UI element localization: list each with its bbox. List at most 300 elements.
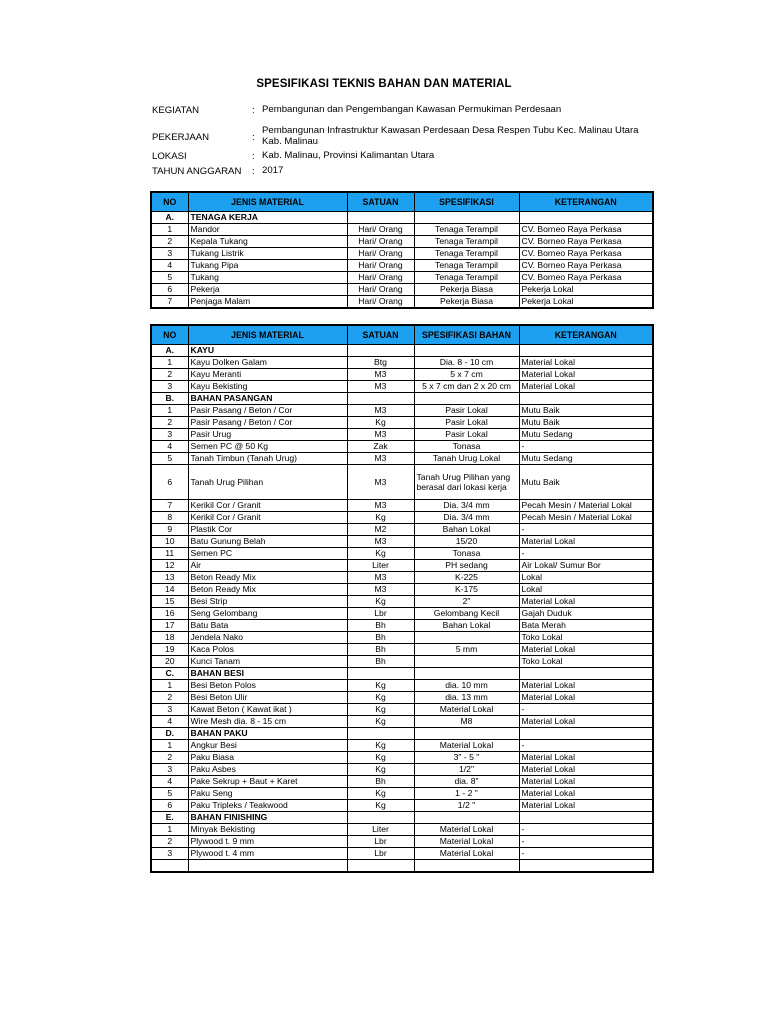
cell-keterangan: Material Lokal [519,776,653,788]
table-row [151,272,653,284]
cell-no: 7 [151,500,188,512]
meta-value: Pembangunan dan Pengembangan Kawasan Permukiman Perdesaan [262,104,562,115]
table-row [151,692,653,704]
cell-no: 5 [151,272,188,284]
meta-colon: : [252,105,255,116]
section-code: B. [151,393,188,405]
cell-jenis-material: Pasir Pasang / Beton / Cor [188,417,347,429]
cell-jenis-material: Kayu Dolken Galam [188,357,347,369]
table-row [151,644,653,656]
cell-satuan: M3 [347,584,414,596]
table-row [151,764,653,776]
empty-cell [347,728,414,740]
meta-value: Kab. Malinau, Provinsi Kalimantan Utara [262,150,435,161]
meta-value: Pembangunan Infrastruktur Kawasan Perdesaan Desa Respen Tubu Kec. Malinau Utara Kab. Malinau [262,125,639,147]
cell-no: 18 [151,632,188,644]
cell-keterangan: CV. Borneo Raya Perkasa [519,248,653,260]
cell-jenis-material: Kepala Tukang [188,236,347,248]
cell-keterangan: - [519,704,653,716]
table-row [151,752,653,764]
cell-no: 3 [151,848,188,860]
cell-spesifikasi: 2" [414,596,519,608]
cell-spesifikasi: Tonasa [414,548,519,560]
section-row [151,393,653,405]
section-row [151,812,653,824]
empty-cell [347,812,414,824]
cell-spesifikasi: Material Lokal [414,740,519,752]
cell-no: 6 [151,284,188,296]
cell-satuan: Kg [347,788,414,800]
section-code: A. [151,212,188,224]
empty-cell [519,393,653,405]
cell-satuan: Zak [347,441,414,453]
cell-no: 10 [151,536,188,548]
cell-satuan: Bh [347,632,414,644]
cell-no: 1 [151,224,188,236]
cell-spesifikasi: Pasir Lokal [414,429,519,441]
cell-keterangan: Pekerja Lokal [519,296,653,309]
table-row [151,524,653,536]
table-row [151,381,653,393]
cell-satuan: Kg [347,740,414,752]
cell-jenis-material: Besi Strip [188,596,347,608]
cell-spesifikasi: Tenaga Terampil [414,272,519,284]
cell-no: 4 [151,716,188,728]
cell-keterangan: CV. Borneo Raya Perkasa [519,236,653,248]
cell-no: 2 [151,369,188,381]
cell-no: 5 [151,788,188,800]
cell-spesifikasi: M8 [414,716,519,728]
cell-spesifikasi: Dia. 8 - 10 cm [414,357,519,369]
cell-keterangan: Lokal [519,572,653,584]
cell-spesifikasi: Dia. 3/4 mm [414,500,519,512]
cell-keterangan: Material Lokal [519,764,653,776]
cell-jenis-material: Kunci Tanam [188,656,347,668]
cell-satuan: Kg [347,752,414,764]
cell-satuan: Hari/ Orang [347,224,414,236]
cell-keterangan: Lokal [519,584,653,596]
header-jenis-material: JENIS MATERIAL [188,325,347,345]
cell-no: 19 [151,644,188,656]
cell-jenis-material: Tanah Timbun (Tanah Urug) [188,453,347,465]
cell-satuan: Kg [347,704,414,716]
cell-jenis-material: Mandor [188,224,347,236]
cell-no: 1 [151,740,188,752]
cell-no: 8 [151,512,188,524]
empty-cell [414,393,519,405]
section-row [151,212,653,224]
cell-satuan: Hari/ Orang [347,296,414,309]
table-row [151,788,653,800]
table-row [151,260,653,272]
cell-spesifikasi: Tanah Urug Lokal [414,453,519,465]
cell-jenis-material: Paku Seng [188,788,347,800]
cell-satuan: M3 [347,405,414,417]
cell-no: 1 [151,405,188,417]
cell-spesifikasi: Dia. 3/4 mm [414,512,519,524]
cell-satuan: M3 [347,572,414,584]
cell-jenis-material: Minyak Bekisting [188,824,347,836]
empty-cell [414,668,519,680]
cell-jenis-material: Pasir Pasang / Beton / Cor [188,405,347,417]
table-row [151,429,653,441]
header-keterangan: KETERANGAN [519,192,653,212]
cell-keterangan: - [519,824,653,836]
cell-spesifikasi: K-225 [414,572,519,584]
cell-no: 16 [151,608,188,620]
section-code: A. [151,345,188,357]
table-row [151,536,653,548]
cell-satuan: Kg [347,596,414,608]
cell-jenis-material: Paku Asbes [188,764,347,776]
cell-spesifikasi: Tanah Urug Pilihan yang berasal dari lokasi kerja [414,465,519,500]
cell-keterangan: Material Lokal [519,381,653,393]
section-code: E. [151,812,188,824]
cell-no: 4 [151,441,188,453]
cell-keterangan: CV. Borneo Raya Perkasa [519,260,653,272]
cell-keterangan: - [519,740,653,752]
table-row [151,584,653,596]
cell-spesifikasi: Pasir Lokal [414,405,519,417]
cell-satuan: M3 [347,453,414,465]
cell-spesifikasi: Material Lokal [414,848,519,860]
cell-no: 1 [151,824,188,836]
table-row [151,824,653,836]
table-row [151,224,653,236]
cell-no: 6 [151,800,188,812]
header-no: NO [151,192,188,212]
meta-label: LOKASI [152,151,187,162]
cell-spesifikasi: Tenaga Terampil [414,224,519,236]
labor-table [150,191,654,309]
header-spesifikasi: SPESIFIKASI [414,192,519,212]
table-row [151,680,653,692]
cell-satuan: Btg [347,357,414,369]
meta-colon: : [252,132,255,143]
cell-no: 3 [151,429,188,441]
cell-spesifikasi: Material Lokal [414,704,519,716]
cell-spesifikasi: Bahan Lokal [414,620,519,632]
cell-jenis-material: Pekerja [188,284,347,296]
cell-spesifikasi: 3" - 5 " [414,752,519,764]
cell-satuan: Bh [347,776,414,788]
cell-no: 3 [151,764,188,776]
meta-colon: : [252,151,255,162]
cell-spesifikasi: K-175 [414,584,519,596]
cell-no: 4 [151,260,188,272]
section-row [151,728,653,740]
cell-jenis-material: Plywood t. 9 mm [188,836,347,848]
cell-spesifikasi: Tenaga Terampil [414,260,519,272]
cell-spesifikasi: 1/2 " [414,800,519,812]
cell-keterangan: Pecah Mesin / Material Lokal [519,500,653,512]
cell-jenis-material: Penjaga Malam [188,296,347,309]
cell-jenis-material: Kayu Meranti [188,369,347,381]
cell-keterangan: Pecah Mesin / Material Lokal [519,512,653,524]
table-row [151,740,653,752]
cell-keterangan: Material Lokal [519,716,653,728]
cell-no: 2 [151,417,188,429]
cell-keterangan: CV. Borneo Raya Perkasa [519,272,653,284]
section-row [151,345,653,357]
table-row [151,441,653,453]
cell-no: 3 [151,381,188,393]
table-row [151,704,653,716]
header-satuan: SATUAN [347,325,414,345]
cell-spesifikasi: 5 mm [414,644,519,656]
table-row [151,560,653,572]
cell-no: 12 [151,560,188,572]
meta-label: KEGIATAN [152,105,200,116]
cell-satuan: Lbr [347,848,414,860]
cell-no: 11 [151,548,188,560]
section-name: TENAGA KERJA [188,212,347,224]
empty-cell [347,212,414,224]
header-spesifikasi-bahan: SPESIFIKASI BAHAN [414,325,519,345]
empty-cell [347,668,414,680]
empty-cell [347,345,414,357]
cell-keterangan: Material Lokal [519,752,653,764]
cell-spesifikasi: dia. 10 mm [414,680,519,692]
empty-cell [414,728,519,740]
cell-satuan: Kg [347,692,414,704]
cell-spesifikasi: 1 - 2 " [414,788,519,800]
cell-satuan: M3 [347,369,414,381]
table-row [151,632,653,644]
cell-jenis-material: Kerikil Cor / Granit [188,512,347,524]
empty-cell [519,212,653,224]
cell-satuan: Lbr [347,608,414,620]
cell-no: 3 [151,248,188,260]
table-row [151,417,653,429]
empty-cell [414,212,519,224]
empty-cell [519,345,653,357]
cell-no [151,860,188,873]
cell-spesifikasi [414,860,519,873]
cell-keterangan: Mutu Baik [519,465,653,500]
meta-label: PEKERJAAN [152,132,210,143]
cell-spesifikasi: dia. 13 mm [414,692,519,704]
header-keterangan: KETERANGAN [519,325,653,345]
cell-spesifikasi: 1/2" [414,764,519,776]
cell-jenis-material: Paku Tripleks / Teakwood [188,800,347,812]
meta-value: 2017 [262,165,284,176]
table-row [151,357,653,369]
cell-spesifikasi: Material Lokal [414,824,519,836]
header-satuan: SATUAN [347,192,414,212]
cell-jenis-material: Kawat Beton ( Kawat ikat ) [188,704,347,716]
cell-jenis-material: Jendela Nako [188,632,347,644]
cell-jenis-material: Paku Biasa [188,752,347,764]
cell-spesifikasi: PH sedang [414,560,519,572]
cell-satuan: Hari/ Orang [347,248,414,260]
cell-no: 14 [151,584,188,596]
cell-satuan: Kg [347,680,414,692]
cell-spesifikasi [414,632,519,644]
cell-jenis-material [188,860,347,873]
cell-spesifikasi [414,656,519,668]
table-row [151,465,653,500]
table-row [151,453,653,465]
cell-keterangan: Mutu Baik [519,417,653,429]
cell-jenis-material: Besi Beton Ulir [188,692,347,704]
cell-no: 2 [151,752,188,764]
table-row [151,836,653,848]
cell-jenis-material: Pake Sekrup + Baut + Karet [188,776,347,788]
cell-jenis-material: Kerikil Cor / Granit [188,500,347,512]
cell-keterangan: Material Lokal [519,596,653,608]
table-row [151,236,653,248]
cell-satuan: M3 [347,381,414,393]
cell-keterangan: Material Lokal [519,536,653,548]
cell-satuan: Bh [347,644,414,656]
cell-satuan: Kg [347,800,414,812]
cell-satuan: Liter [347,824,414,836]
cell-satuan: Bh [347,620,414,632]
cell-keterangan: Pekerja Lokal [519,284,653,296]
cell-no: 5 [151,453,188,465]
cell-no: 6 [151,465,188,500]
cell-no: 2 [151,236,188,248]
cell-keterangan: Material Lokal [519,680,653,692]
cell-jenis-material: Semen PC [188,548,347,560]
cell-spesifikasi: dia. 8" [414,776,519,788]
cell-no: 3 [151,704,188,716]
table-row [151,405,653,417]
cell-spesifikasi: Pekerja Biasa [414,284,519,296]
cell-jenis-material: Plastik Cor [188,524,347,536]
cell-jenis-material: Pasir Urug [188,429,347,441]
cell-keterangan: - [519,836,653,848]
cell-keterangan: - [519,524,653,536]
header-no: NO [151,325,188,345]
cell-jenis-material: Plywood t. 4 mm [188,848,347,860]
cell-spesifikasi: 5 x 7 cm dan 2 x 20 cm [414,381,519,393]
empty-cell [347,393,414,405]
cell-no: 2 [151,692,188,704]
cell-jenis-material: Seng Gelombang [188,608,347,620]
cell-spesifikasi: Material Lokal [414,836,519,848]
cell-keterangan: Bata Merah [519,620,653,632]
cell-keterangan: Mutu Sedang [519,453,653,465]
cell-jenis-material: Air [188,560,347,572]
cell-keterangan: Material Lokal [519,357,653,369]
cell-jenis-material: Tukang Listrik [188,248,347,260]
table-row [151,608,653,620]
cell-spesifikasi: Pekerja Biasa [414,296,519,309]
empty-cell [519,728,653,740]
cell-spesifikasi: Pasir Lokal [414,417,519,429]
cell-keterangan: - [519,848,653,860]
meta-colon: : [252,166,255,177]
cell-no: 1 [151,680,188,692]
empty-cell [414,345,519,357]
cell-satuan: Kg [347,512,414,524]
table-row [151,512,653,524]
cell-satuan: M3 [347,536,414,548]
section-name: BAHAN FINISHING [188,812,347,824]
cell-no: 9 [151,524,188,536]
cell-jenis-material: Tukang Pipa [188,260,347,272]
table-row [151,716,653,728]
cell-satuan: M2 [347,524,414,536]
cell-spesifikasi: Tonasa [414,441,519,453]
cell-jenis-material: Angkur Besi [188,740,347,752]
cell-no: 20 [151,656,188,668]
cell-no: 7 [151,296,188,309]
cell-keterangan: Material Lokal [519,369,653,381]
cell-keterangan: Toko Lokal [519,656,653,668]
cell-keterangan: Material Lokal [519,644,653,656]
cell-satuan: Hari/ Orang [347,260,414,272]
cell-spesifikasi: 15/20 [414,536,519,548]
section-code: D. [151,728,188,740]
cell-keterangan: Gajah Duduk [519,608,653,620]
cell-no: 13 [151,572,188,584]
empty-cell [519,812,653,824]
section-name: BAHAN PASANGAN [188,393,347,405]
cell-keterangan [519,860,653,873]
cell-jenis-material: Tukang [188,272,347,284]
cell-jenis-material: Wire Mesh dia. 8 - 15 cm [188,716,347,728]
cell-no: 4 [151,776,188,788]
cell-jenis-material: Batu Bata [188,620,347,632]
cell-jenis-material: Kayu Bekisting [188,381,347,393]
table-row [151,572,653,584]
cell-keterangan: Mutu Sedang [519,429,653,441]
cell-keterangan: Material Lokal [519,788,653,800]
document-title: SPESIFIKASI TEKNIS BAHAN DAN MATERIAL [256,78,512,90]
cell-no: 2 [151,836,188,848]
cell-keterangan: Material Lokal [519,800,653,812]
cell-satuan: Bh [347,656,414,668]
table-row [151,620,653,632]
table-row [151,800,653,812]
table-row [151,656,653,668]
cell-satuan [347,860,414,873]
cell-keterangan: Material Lokal [519,692,653,704]
cell-keterangan: Air Lokal/ Sumur Bor [519,560,653,572]
section-row [151,668,653,680]
cell-jenis-material: Tanah Urug Pilihan [188,465,347,500]
cell-satuan: Kg [347,764,414,776]
cell-satuan: Hari/ Orang [347,272,414,284]
table-row [151,548,653,560]
empty-cell [414,812,519,824]
cell-jenis-material: Besi Beton Polos [188,680,347,692]
table-row [151,248,653,260]
cell-satuan: Kg [347,417,414,429]
cell-satuan: Hari/ Orang [347,236,414,248]
table-row [151,369,653,381]
cell-satuan: Kg [347,548,414,560]
cell-spesifikasi: Tenaga Terampil [414,236,519,248]
cell-jenis-material: Semen PC @ 50 Kg [188,441,347,453]
cell-satuan: Lbr [347,836,414,848]
meta-label: TAHUN ANGGARAN [152,166,242,177]
cell-keterangan: CV. Borneo Raya Perkasa [519,224,653,236]
section-code: C. [151,668,188,680]
table-row [151,860,653,873]
section-name: BAHAN PAKU [188,728,347,740]
table-row [151,848,653,860]
cell-no: 17 [151,620,188,632]
section-name: KAYU [188,345,347,357]
table-row [151,500,653,512]
table-header-row [151,192,653,212]
cell-jenis-material: Beton Ready Mix [188,584,347,596]
cell-spesifikasi: Tenaga Terampil [414,248,519,260]
